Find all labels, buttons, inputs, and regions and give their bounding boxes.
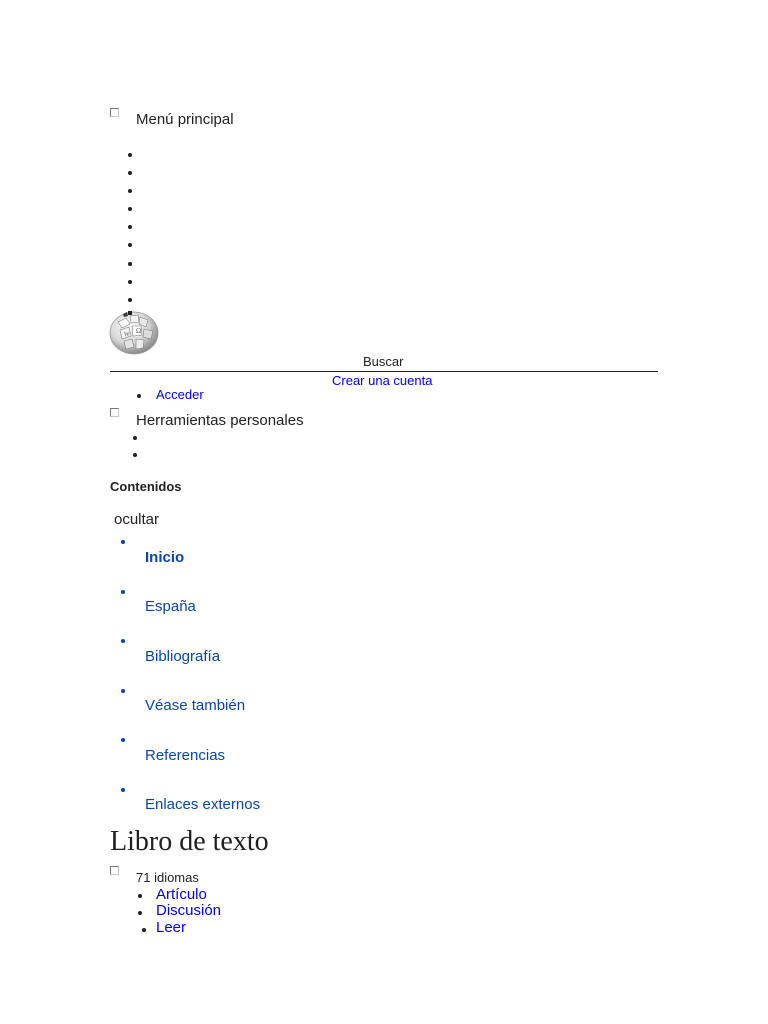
list-item: [121, 689, 125, 693]
toc-item-inicio[interactable]: Inicio: [145, 549, 185, 566]
list-item: [137, 394, 141, 398]
list-item[interactable]: [128, 298, 132, 302]
list-item: [142, 928, 146, 932]
svg-text:Ω: Ω: [136, 327, 142, 335]
toc-item-referencias[interactable]: Referencias: [145, 747, 226, 764]
list-item[interactable]: [128, 189, 132, 193]
list-item: [121, 590, 125, 594]
list-item: [121, 738, 125, 742]
toc-item-enlaces-externos[interactable]: Enlaces externos: [145, 796, 261, 813]
personal-tools-label[interactable]: Herramientas personales: [136, 412, 304, 429]
login-link[interactable]: Acceder: [156, 387, 204, 402]
toc-heading: Contenidos: [110, 479, 182, 494]
personal-tools-checkbox-icon[interactable]: [110, 408, 119, 417]
list-item[interactable]: [133, 436, 137, 440]
toc-item-vease-tambien[interactable]: Véase también: [145, 697, 246, 714]
page-title: Libro de texto: [110, 826, 269, 857]
wikipedia-globe-icon[interactable]: [108, 308, 160, 356]
create-account-link[interactable]: Crear una cuenta: [332, 373, 433, 388]
search-label[interactable]: Buscar: [363, 354, 404, 369]
languages-label[interactable]: 71 idiomas: [136, 870, 199, 885]
list-item: [121, 639, 125, 643]
list-item[interactable]: [128, 207, 132, 211]
list-item: [138, 911, 142, 915]
list-item: [138, 894, 142, 898]
tab-leer[interactable]: Leer: [156, 919, 187, 936]
list-item[interactable]: [128, 171, 132, 175]
list-item: [121, 788, 125, 792]
toc-item-bibliografia[interactable]: Bibliografía: [145, 648, 221, 665]
list-item: [121, 540, 125, 544]
tab-articulo[interactable]: Artículo: [156, 886, 207, 903]
list-item[interactable]: [128, 153, 132, 157]
main-menu-label[interactable]: Menú principal: [136, 111, 234, 128]
languages-checkbox-icon[interactable]: [110, 866, 119, 875]
main-menu-checkbox-icon[interactable]: [110, 108, 119, 117]
svg-text:W: W: [124, 332, 130, 338]
list-item[interactable]: [128, 280, 132, 284]
toc-toggle-button[interactable]: ocultar: [114, 511, 160, 528]
header-divider: [110, 371, 658, 372]
list-item[interactable]: [128, 243, 132, 247]
list-item[interactable]: [133, 453, 137, 457]
tab-discusion[interactable]: Discusión: [156, 902, 222, 919]
toc-item-espana[interactable]: España: [145, 598, 196, 615]
list-item[interactable]: [128, 262, 132, 266]
list-item[interactable]: [128, 225, 132, 229]
